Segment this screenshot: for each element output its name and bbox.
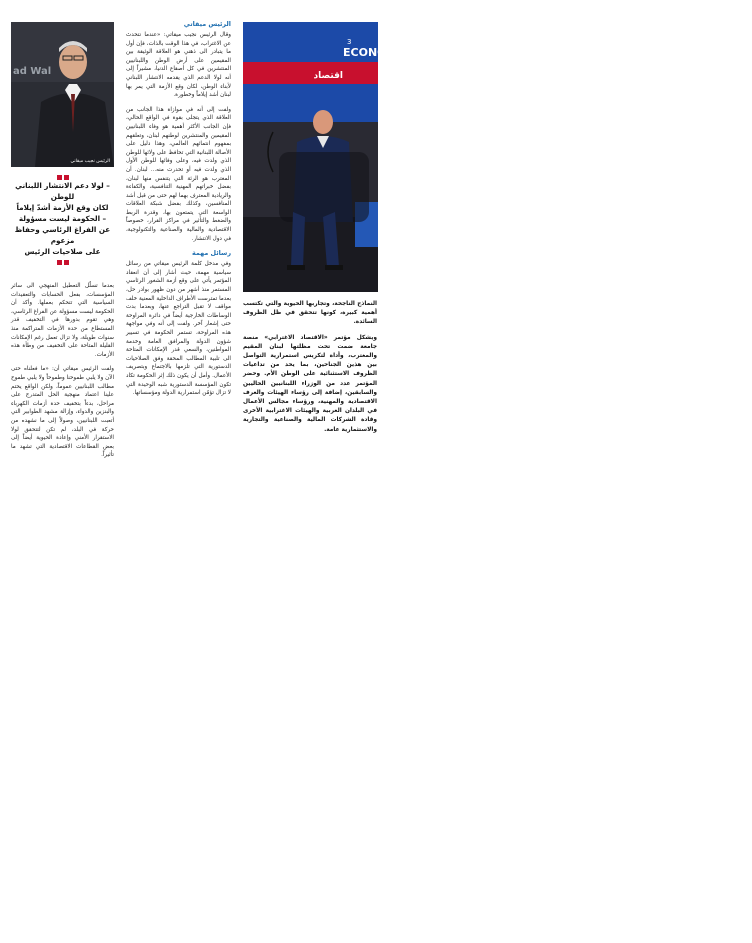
article-paragraph: وفي مدخل كلمة الرئيس ميقاتي من رسائل سياسية مهمة، حيث أشار إلى أن انعقاد المؤتمر يأتي على وقع أزمة الشغور الرئاسي المستمر منذ أشهر من دون ظهور بوادر حل، بعدما تمترست الأطراف الداخلية المعنية خلف مواقف لا تقبل التراجع عنها، وبعدما بدت الوساطات الخارجية أيضاً في دائرة المراوحة حتى إشعار آخر. ولفت إلى أنه وفي مواجهة هذه المراوحة، تستمر الحكومة في تسيير شؤون الدولة والمرافق العامة وخدمة المواطنين، والسعي قدر الإمكانات المتاحة الى تلبية المطالب المحقة وفق الصلاحيات الدستورية التي تلزمها بالاجتماع وبتصريف الأعمال. وأمل أن يكون ذلك إثر الحكومة تكاد تكون المؤسسة الدستورية شبه الوحيدة التي لا تزال تؤمّن استمرارية الدولة ومؤسساتها. xyxy=(126,261,231,397)
red-square-icon xyxy=(57,260,62,265)
article-paragraph: وقال الرئيس نجيب ميقاتي: «عندما نتحدث عن الاغتراب، في هذا الوقت بالذات، فإن أول ما يتبادر الى ذهني هو العلاقة الوثيقة بين المقيمين على أرض الوطن واللبنانيين المنتشرين في كل أصقاع الدنيا، مشيراً إلى أنه لولا الدعم الذي يقدمه الانتشار اللبناني لأبناء الوطن، لكان وقع الأزمة التي يمر بها لبنان أشد إيلاماً وخطورة. xyxy=(126,32,231,99)
pull-quote-line: على صلاحيات الرئيس xyxy=(24,247,101,256)
pull-quote-line: – الحكومة ليست مسؤولة xyxy=(18,214,107,223)
quote-marks-bottom xyxy=(11,257,114,265)
article-paragraph: النماذج الناجحة، وتجاربها الحيوية والتي تكتسب أهمية كبيرة، كونها تتحقق في ظل الظروف السائدة. xyxy=(243,301,377,326)
article-column-right xyxy=(243,300,377,441)
article-paragraph: ولفت الرئيس ميقاتي أن: «ما فعلناه حتى الآن ولا يلبي طموحنا وطموحاً ولا يلبي طموح مطالب اللبنانيين عموماً، ولكن الواقع يحتم علينا اعتماد منهجية الحل المتدرج على مراحل، بدءاً بتخفيف حدة أزمات الكهرباء والبنزين والدواء، وإزالة مشهد الطوابير التي أتعبت اللبنانيين، وصولاً إلى ما نشهده من حركة في البلد، لم تكن لتتحقق لولا الاستقرار الأمني وإعادة الحيوية أيضاً إلى بعض القطاعات الاقتصادية التي تشهد ما تأثيراً. xyxy=(11,366,114,459)
mikati-portrait-photo xyxy=(11,22,114,167)
banner-text: ECONO xyxy=(343,46,387,59)
article-column-middle xyxy=(126,20,231,404)
conference-photo xyxy=(243,22,387,292)
pull-quote-line: لكان وقع الأزمة أشدّ إيلاماً xyxy=(16,203,109,212)
photo-caption: الرئيس نجيب ميقاتي xyxy=(70,159,110,164)
section-subhead: رسائل مهمة xyxy=(191,249,231,258)
pull-quote xyxy=(11,172,114,265)
quote-marks-top xyxy=(11,172,114,180)
red-square-icon xyxy=(64,260,69,265)
banner-number: 3 xyxy=(347,38,352,46)
pull-quote-line: – لولا دعم الانتشار اللبناني للوطن xyxy=(15,181,110,201)
banner-arabic: اقتصاد xyxy=(313,71,343,81)
article-paragraph: بعدما تسلّل التعطيل المنهجي الى سائر المؤسسات، بفعل الحسابات والتعقيدات السياسية التي تتحكم بعملها. وأكد أن الحكومة ليست مسؤولة عن الفراغ الرئاسي، وهي تقوم بدورها في التخفيف قدر المستطاع من حدة الأزمات المتراكمة منذ سنوات طويلة، ولا تزال تعمل رغم الإمكانات القليلة المتاحة على التخفيف من وطأة هذه الأزمات. xyxy=(11,283,114,358)
article-paragraph: ولفت إلى أنه في موازاة هذا الجانب من العلاقة الذي يتجلى بقوة في الواقع الحالي، فإن الجانب الأكثر أهمية هو وفاء اللبنانيين المقيمين والمنتشرين لوطنهم لبنان، وتعلقهم بمفهوم انتمائهم العالمي، وهذا دليل على الأصالة اللبنانية التي تحافظ على ولائها للوطن الذي ولدت فيه، وعلى وفائها للوطن الأول الذي ولدت فيه أو تحدرت منه... لبنان. أن المغترب هو الرئة التي يتنفس منها لبنان، بفضل خبراتهم المهنية التنافسية، والكفاءة والريادية المعترف بهما لهم حتى من قبل أشد المنافسين، وكذلك بفضل شبكة العلاقات الواسعة التي يتمتعون بها، وقدرة الربط والضغط والتأثير في مراكز القرار، خصوصاً الاقتصادية والمالية والصناعية والتكنولوجية، في دول الانتشار. xyxy=(126,106,231,242)
pull-quote-line: عن الفراغ الرئاسي وحفاظ مزعوم xyxy=(14,225,111,245)
red-square-icon xyxy=(64,175,69,180)
backdrop-text: ad Wal xyxy=(13,66,52,77)
conference-photo-icon xyxy=(243,22,387,292)
portrait-photo-icon xyxy=(11,22,114,167)
red-square-icon xyxy=(57,175,62,180)
section-subhead: الرئيس ميقاتي xyxy=(183,20,231,28)
article-paragraph: ويشكل مؤتمر «الاقتصاد الاغترابي» منصة جامعة ضمت تحت مظلتها لبنان المقيم والمغترب، وأداة لتكريس استمرارية التواصل بين هذين الجناحين، بما يحد من تداعيات الظروف الاستثنائية على الوطن الأم. وحضر المؤتمر عدد من الوزراء اللبنانيين الحاليين والسابقين، إضافة إلى رؤساء الهيئات والغرف الاقتصادية والمهنية، ورؤساء مجالس الأعمال في البلدان العربية والهيئات الاغترابية الأخرى وقادة الشركات المالية والصناعية والتجارية والاستثمارية عامة. xyxy=(243,334,377,433)
article-column-left xyxy=(11,282,114,466)
